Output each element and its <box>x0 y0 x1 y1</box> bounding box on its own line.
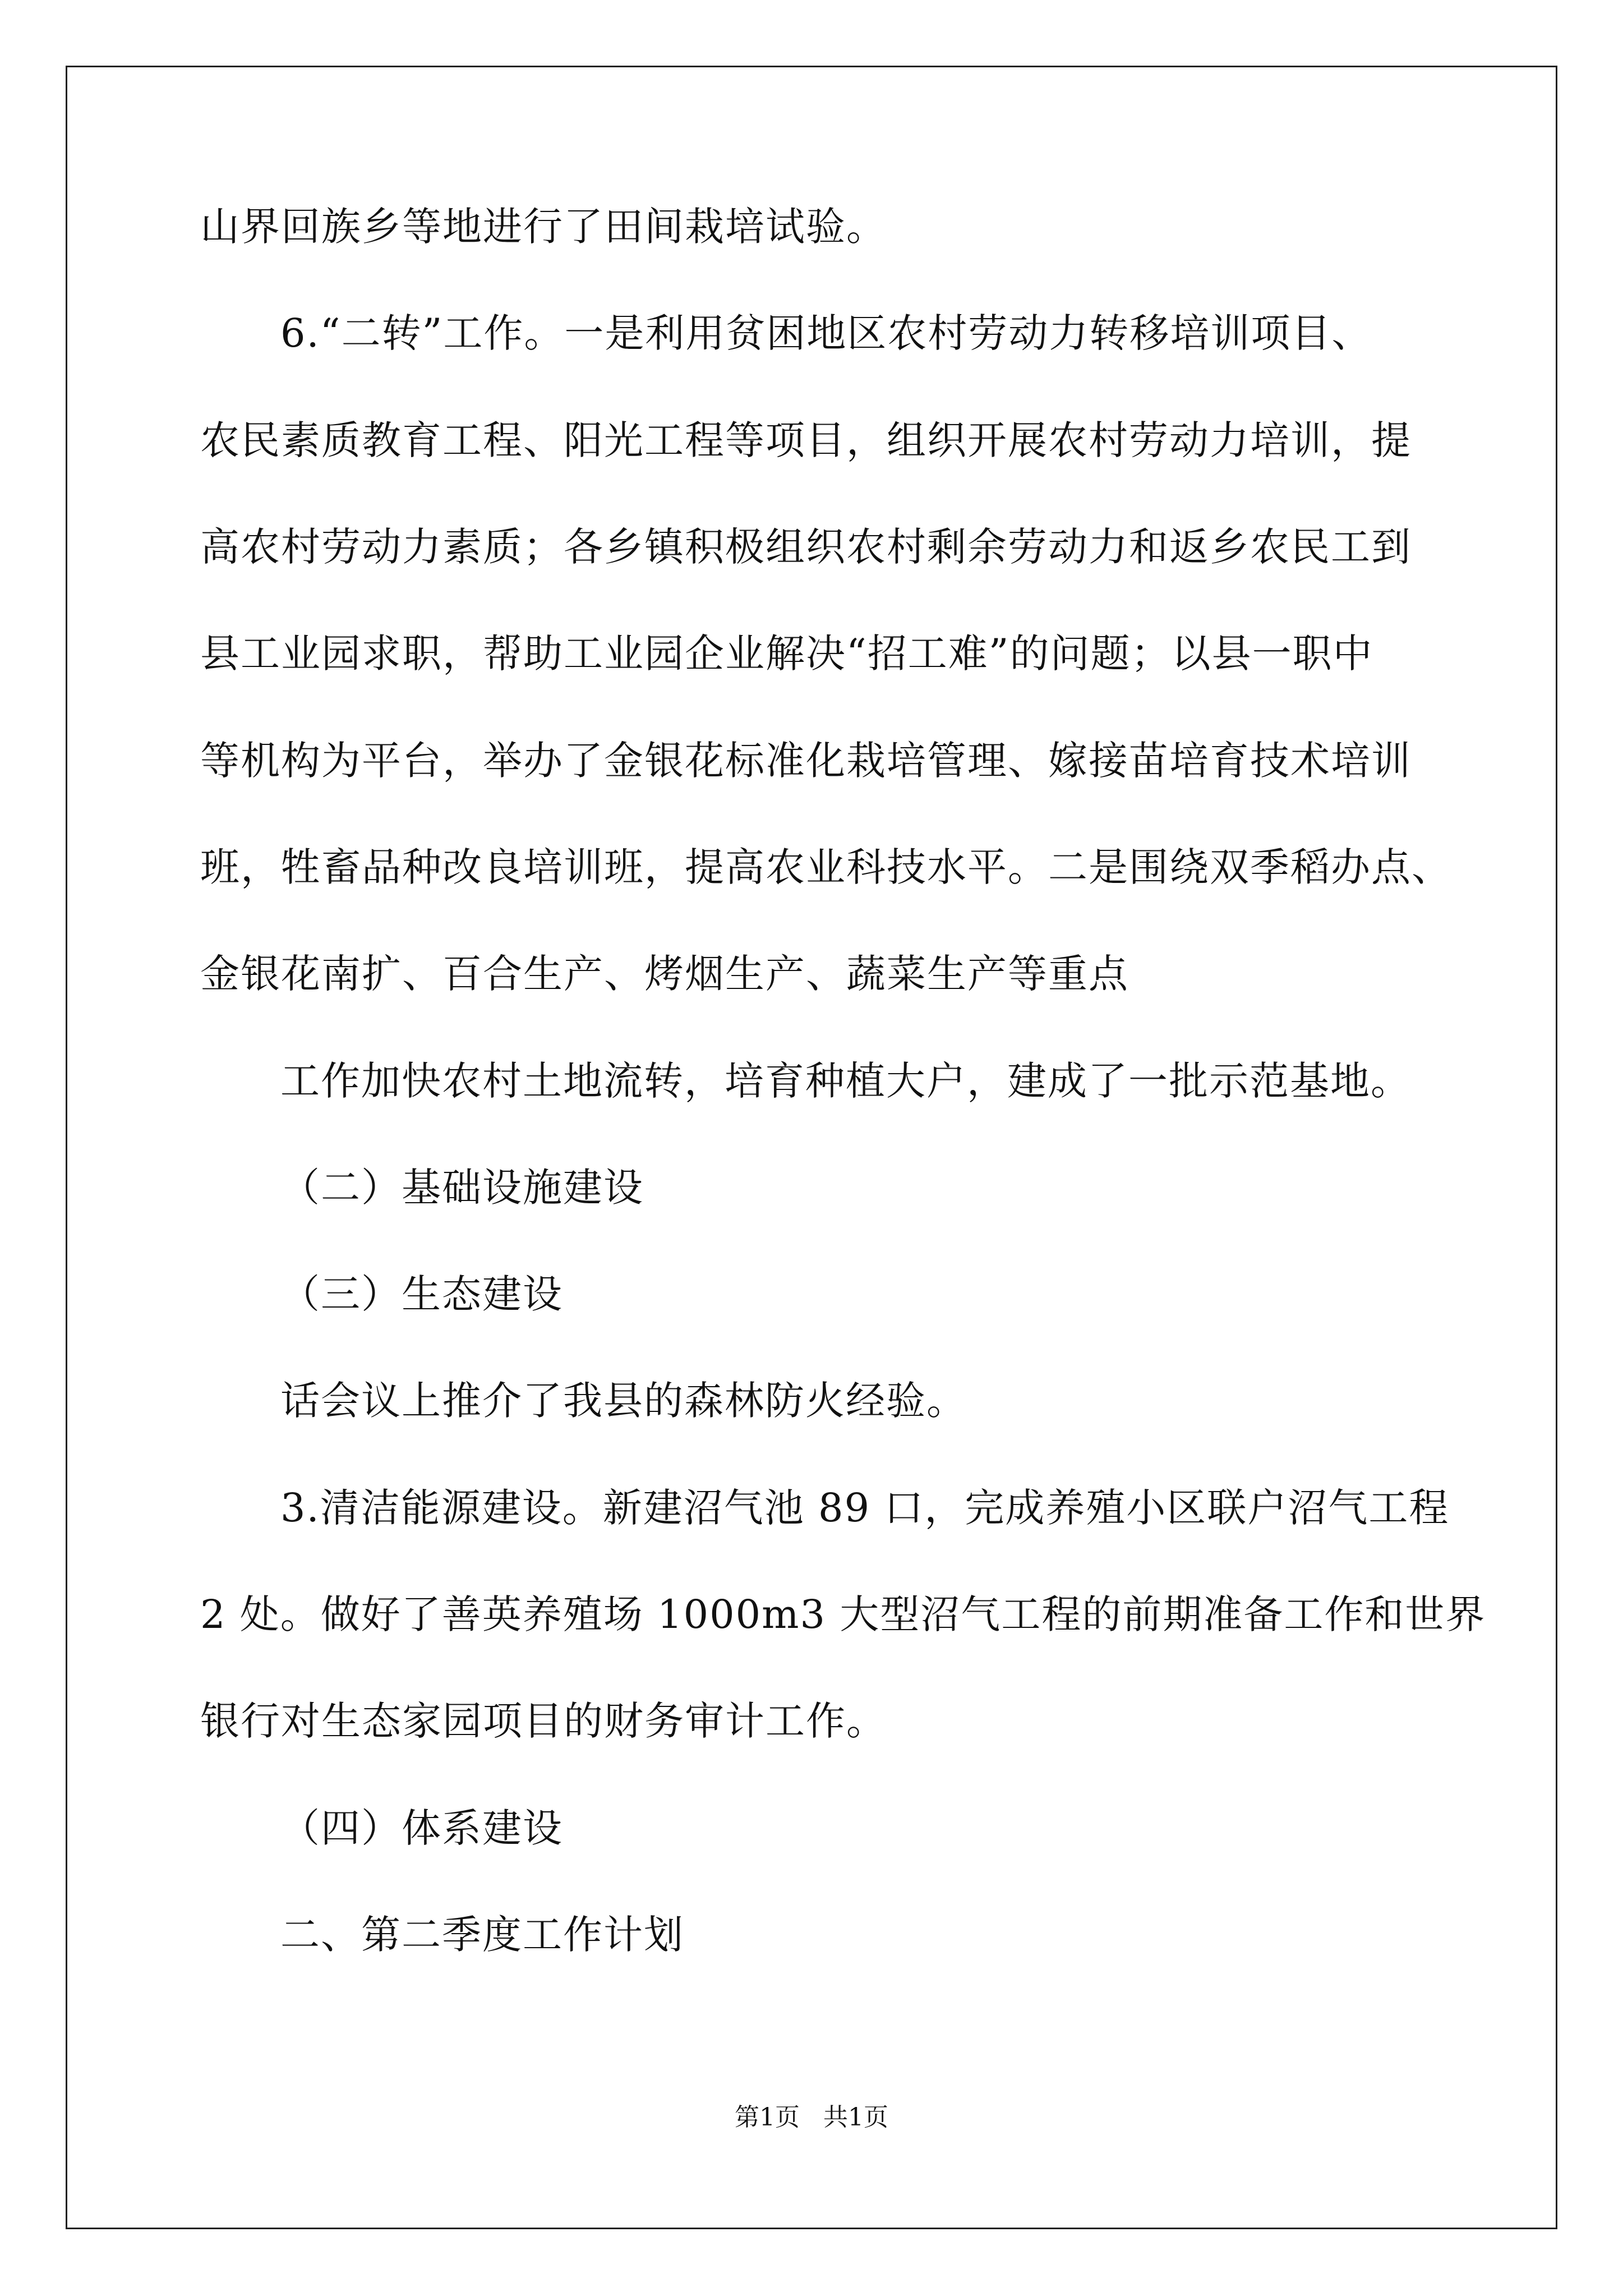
text-line: 等机构为平台，举办了金银花标准化栽培管理、嫁接苗培育技术培训 <box>200 738 1412 784</box>
text-line: 农民素质教育工程、阳光工程等项目，组织开展农村劳动力培训，提 <box>200 417 1412 463</box>
text-line: 县工业园求职，帮助工业园企业解决“招工难”的问题；以县一职中 <box>200 631 1373 677</box>
text-line: 银行对生态家园项目的财务审计工作。 <box>200 1698 887 1744</box>
section-heading: （四）体系建设 <box>280 1805 563 1851</box>
text-line: 2 处。做好了善英养殖场 1000m3 大型沼气工程的前期准备工作和世界 <box>200 1591 1486 1637</box>
page-frame <box>66 66 1557 2229</box>
text-line: 金银花南扩、百合生产、烤烟生产、蔬菜生产等重点 <box>200 951 1129 997</box>
text-line: 班，牲畜品种改良培训班，提高农业科技水平。二是围绕双季稻办点、 <box>200 844 1452 890</box>
text-line: 山界回族乡等地进行了田间栽培试验。 <box>200 204 887 250</box>
text-line: 工作加快农村土地流转，培育种植大户，建成了一批示范基地。 <box>280 1058 1411 1104</box>
section-heading: 二、第二季度工作计划 <box>280 1912 684 1958</box>
section-heading: （三）生态建设 <box>280 1271 563 1317</box>
text-line: 3.清洁能源建设。新建沼气池 89 口，完成养殖小区联户沼气工程 <box>280 1485 1450 1531</box>
page-number-footer: 第1页 共1页 <box>735 2103 888 2132</box>
text-line: 6.“二转”工作。一是利用贫困地区农村劳动力转移培训项目、 <box>280 310 1372 356</box>
section-heading: （二）基础设施建设 <box>280 1165 644 1211</box>
text-line: 高农村劳动力素质；各乡镇积极组织农村剩余劳动力和返乡农民工到 <box>200 524 1412 570</box>
text-line: 话会议上推介了我县的森林防火经验。 <box>280 1378 967 1424</box>
